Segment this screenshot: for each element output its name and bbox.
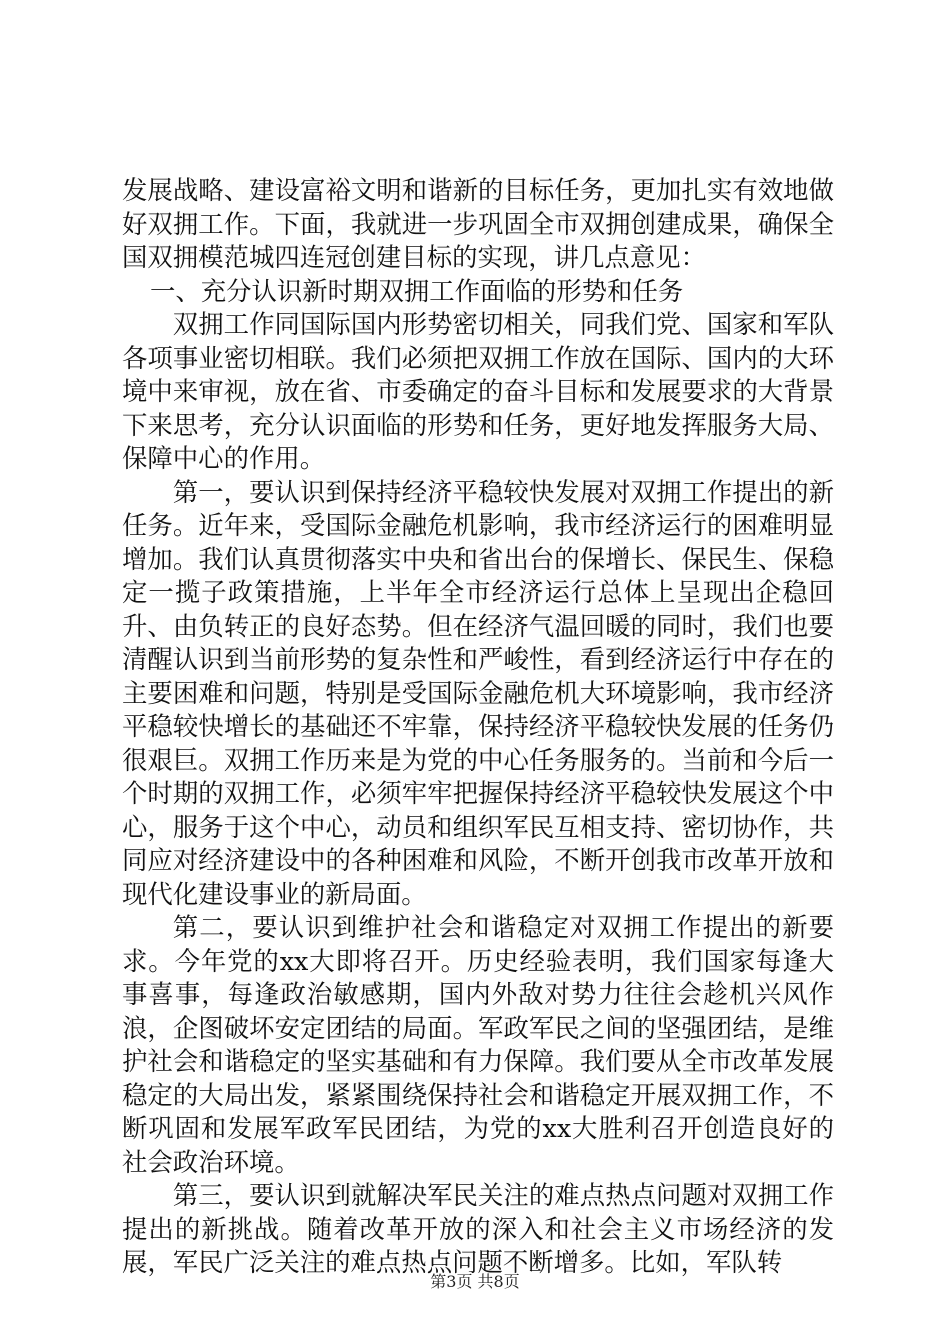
paragraph-third: 第三，要认识到就解决军民关注的难点热点问题对双拥工作提出的新挑战。随着改革开放的深入和社会主义市场经济的发展，军民广泛关注的难点热点问题不断增多。比如，军队转 — [122, 1180, 834, 1277]
paragraph-first: 第一，要认识到保持经济平稳较快发展对双拥工作提出的新任务。近年来，受国际金融危机影响，我市经济运行的困难明显增加。我们认真贯彻落实中央和省出台的保增长、保民生、保稳定一揽子政策措施，上半年全市经济运行总体上呈现出企稳回升、由负转正的良好态势。但在经济气温回暖的同时，我们也要清醒认识到当前形势的复杂性和严峻性，看到经济运行中存在的主要困难和问题，特别是受国际金融危机大环境影响，我市经济平稳较快增长的基础还不牢靠，保持经济平稳较快发展的任务仍很艰巨。双拥工作历来是为党的中心任务服务的。当前和今后一个时期的双拥工作，必须牢牢把握保持经济平稳较快发展这个中心，服务于这个中心，动员和组织军民互相支持、密切协作，共同应对经济建设中的各种困难和风险，不断开创我市改革开放和现代化建设事业的新局面。 — [122, 476, 834, 909]
paragraph-second: 第二，要认识到维护社会和谐稳定对双拥工作提出的新要求。今年党的xx大即将召开。历史经验表明，我们国家每逢大事喜事，每逢政治敏感期，国内外敌对势力往往会趁机兴风作浪，企图破坏安定团结的局面。军政军民之间的坚强团结，是维护社会和谐稳定的坚实基础和有力保障。我们要从全市改革发展稳定的大局出发，紧紧围绕保持社会和谐稳定开展双拥工作，不断巩固和发展军政军民团结，为党的xx大胜利召开创造良好的社会政治环境。 — [122, 912, 834, 1177]
section-heading: 一、充分认识新时期双拥工作面临的形势和任务 — [149, 275, 684, 306]
paragraph-situation: 双拥工作同国际国内形势密切相关，同我们党、国家和军队各项事业密切相联。我们必须把双拥工作放在国际、国内的大环境中来审视，放在省、市委确定的奋斗目标和发展要求的大背景下来思考，充分认识面临的形势和任务，更好地发挥服务大局、保障中心的作用。 — [122, 309, 834, 473]
document-body — [122, 174, 834, 1280]
paragraph-continuation: 发展战略、建设富裕文明和谐新的目标任务，更加扎实有效地做好双拥工作。下面，我就进一步巩固全市双拥创建成果，确保全国双拥模范城四连冠创建目标的实现，讲几点意见： — [122, 175, 834, 272]
page-number-footer: 第3页 共8页 — [430, 1272, 520, 1291]
